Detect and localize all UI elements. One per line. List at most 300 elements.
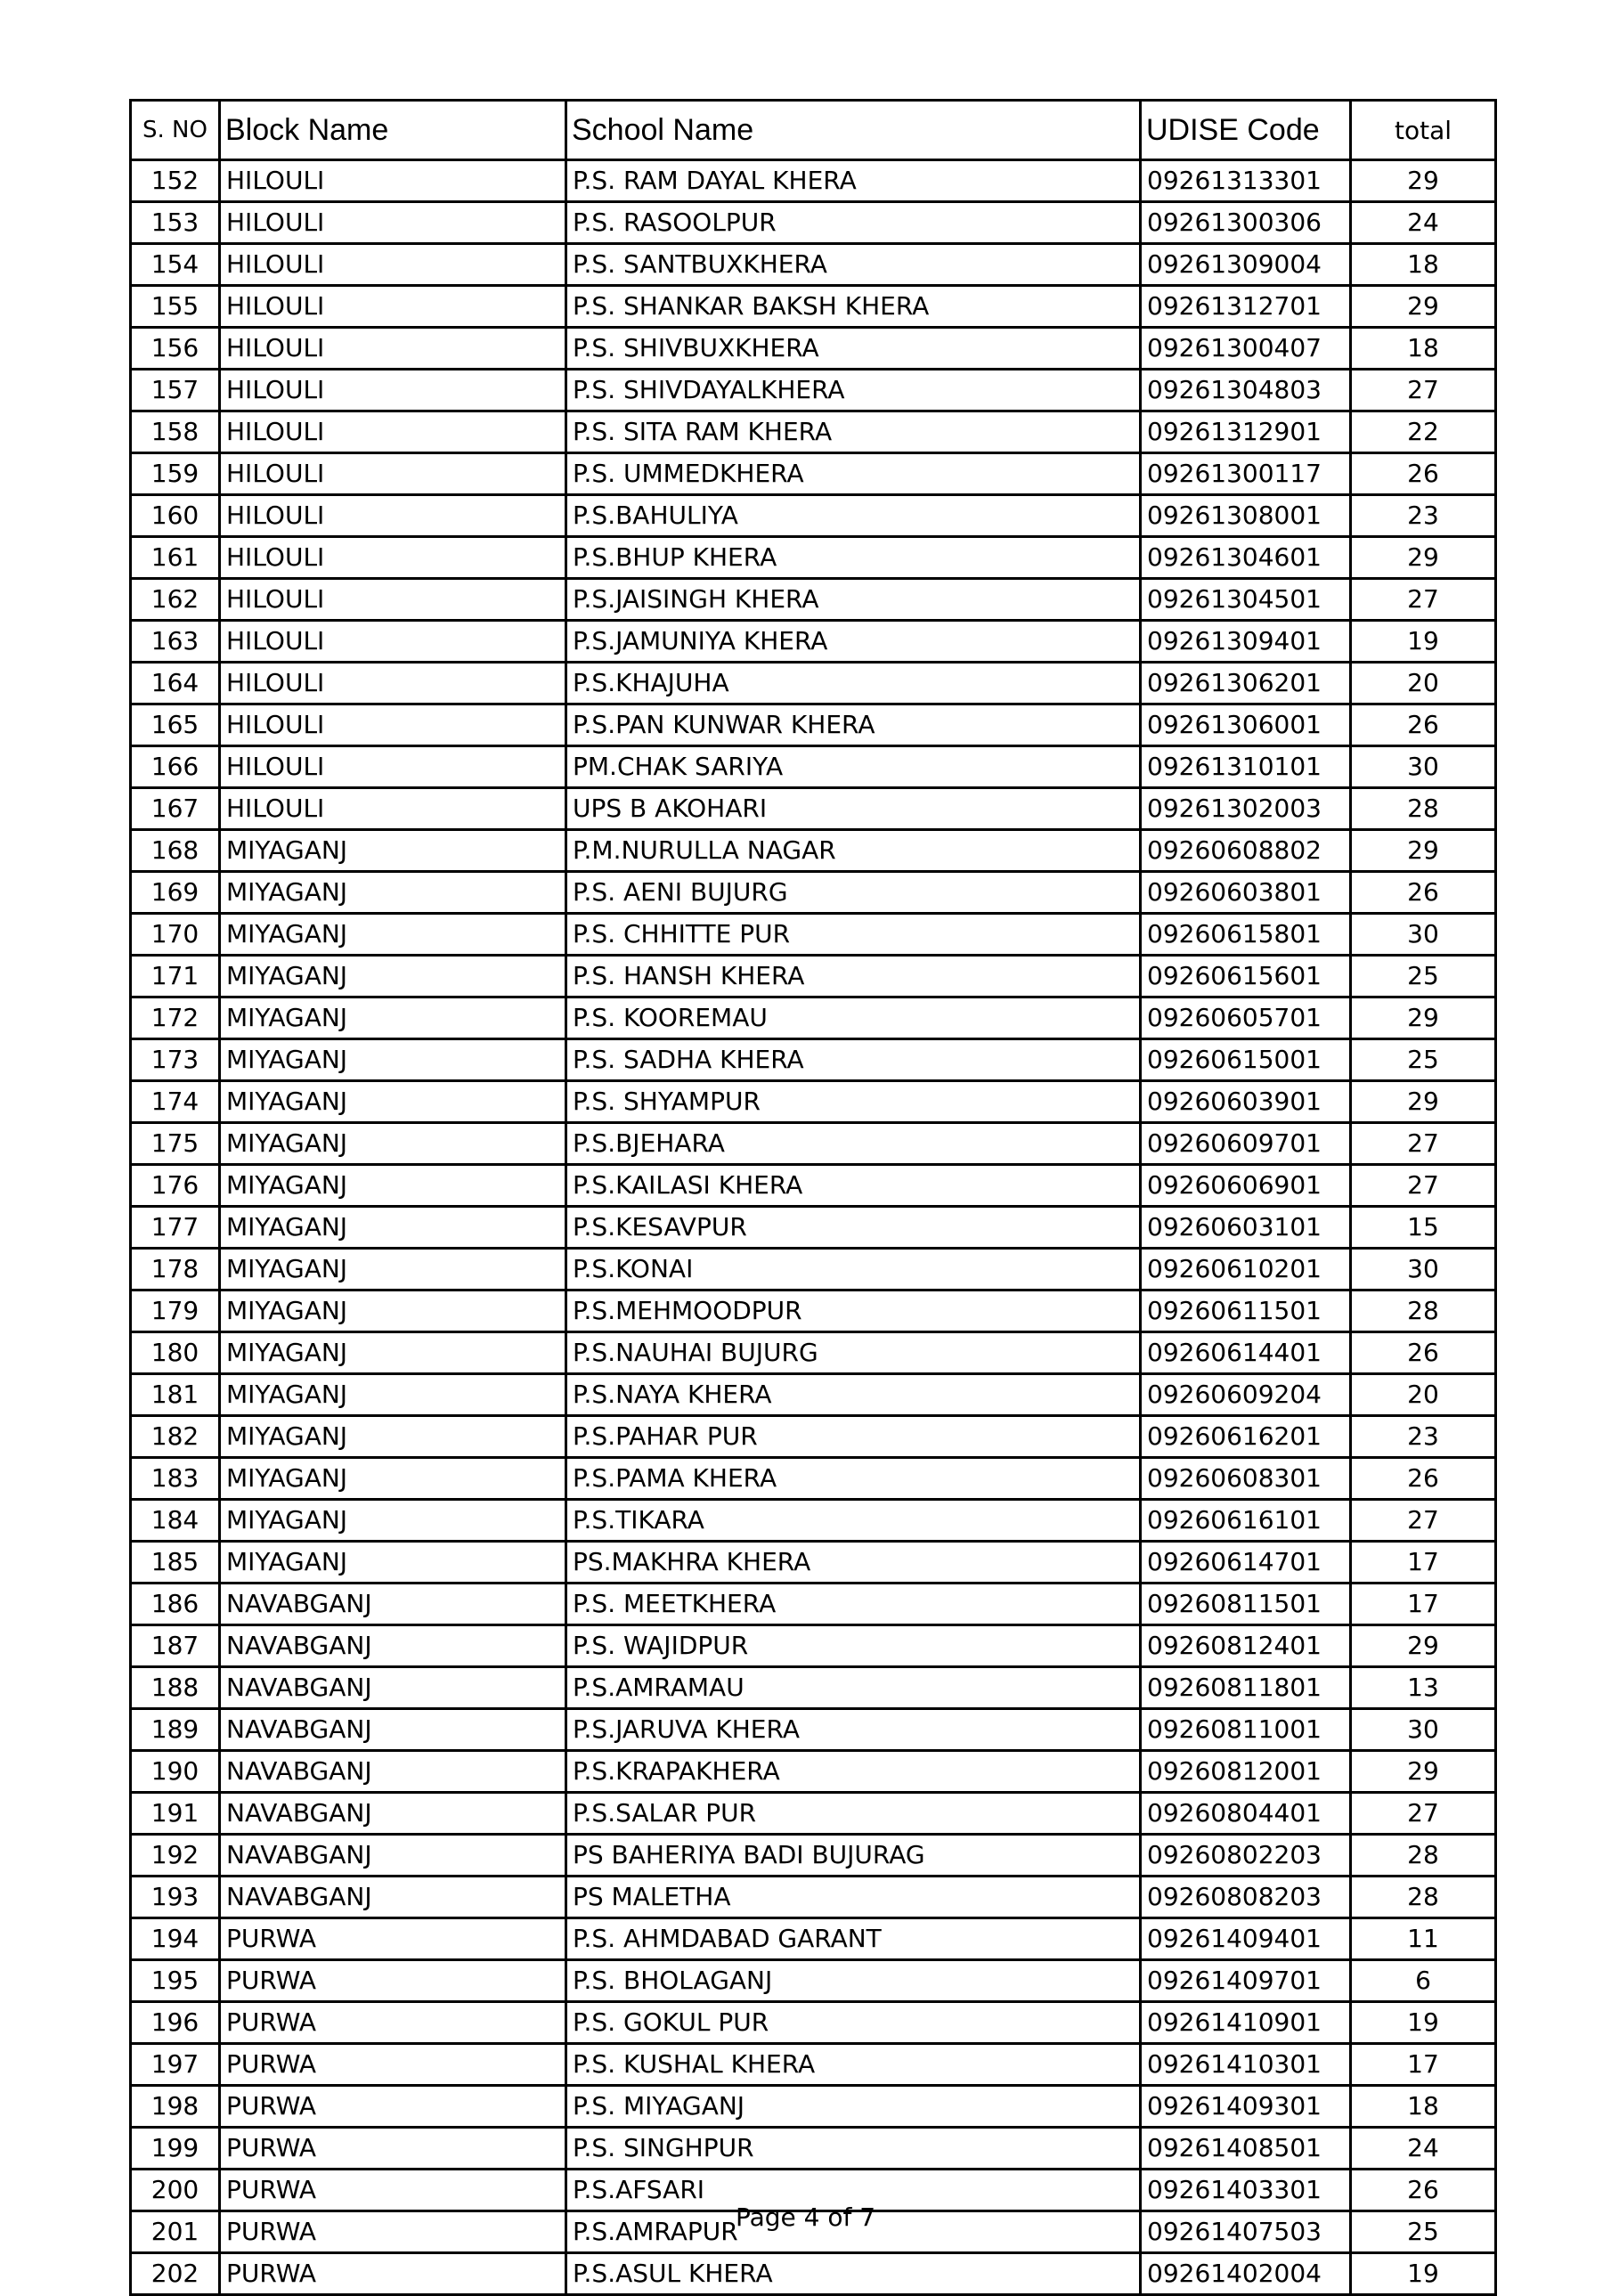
table-row: [131, 914, 1496, 956]
cell-total: 26: [1351, 872, 1496, 914]
cell-block-name: MIYAGANJ: [220, 1416, 566, 1458]
cell-udise-code: 09261409401: [1141, 1918, 1351, 1960]
cell-s-no: 164: [131, 663, 220, 704]
cell-school-name: PM.CHAK SARIYA: [566, 746, 1141, 788]
cell-block-name: HILOULI: [220, 663, 566, 704]
cell-s-no: 201: [131, 2211, 220, 2253]
cell-s-no: 192: [131, 1835, 220, 1877]
cell-udise-code: 09260610201: [1141, 1249, 1351, 1290]
cell-udise-code: 09261304601: [1141, 537, 1351, 579]
cell-udise-code: 09261306201: [1141, 663, 1351, 704]
cell-block-name: MIYAGANJ: [220, 1542, 566, 1584]
cell-total: 30: [1351, 1249, 1496, 1290]
table-row: [131, 202, 1496, 244]
cell-udise-code: 09261309004: [1141, 244, 1351, 286]
cell-udise-code: 09260615801: [1141, 914, 1351, 956]
cell-block-name: MIYAGANJ: [220, 1165, 566, 1207]
cell-s-no: 161: [131, 537, 220, 579]
cell-s-no: 154: [131, 244, 220, 286]
cell-block-name: NAVABGANJ: [220, 1584, 566, 1625]
cell-s-no: 176: [131, 1165, 220, 1207]
cell-block-name: PURWA: [220, 2002, 566, 2044]
cell-total: 27: [1351, 370, 1496, 411]
cell-udise-code: 09261309401: [1141, 621, 1351, 663]
cell-total: 25: [1351, 2211, 1496, 2253]
cell-block-name: PURWA: [220, 2128, 566, 2170]
cell-block-name: NAVABGANJ: [220, 1667, 566, 1709]
cell-total: 17: [1351, 1584, 1496, 1625]
cell-udise-code: 09260606901: [1141, 1165, 1351, 1207]
table-row: [131, 663, 1496, 704]
table-row: [131, 1500, 1496, 1542]
cell-udise-code: 09261313301: [1141, 160, 1351, 202]
cell-school-name: P.S. SHIVBUXKHERA: [566, 328, 1141, 370]
cell-udise-code: 09260808203: [1141, 1877, 1351, 1918]
table-row: [131, 579, 1496, 621]
cell-s-no: 189: [131, 1709, 220, 1751]
cell-udise-code: 09260811001: [1141, 1709, 1351, 1751]
cell-udise-code: 09260812401: [1141, 1625, 1351, 1667]
cell-school-name: P.S. UMMEDKHERA: [566, 453, 1141, 495]
cell-block-name: HILOULI: [220, 621, 566, 663]
cell-total: 26: [1351, 704, 1496, 746]
table-row: [131, 1625, 1496, 1667]
table-row: [131, 2086, 1496, 2128]
cell-block-name: HILOULI: [220, 788, 566, 830]
cell-block-name: HILOULI: [220, 453, 566, 495]
cell-block-name: NAVABGANJ: [220, 1751, 566, 1793]
cell-school-name: P.S. KUSHAL KHERA: [566, 2044, 1141, 2086]
table-row: [131, 830, 1496, 872]
cell-total: 19: [1351, 2253, 1496, 2295]
cell-school-name: P.S.TIKARA: [566, 1500, 1141, 1542]
table-row: [131, 1751, 1496, 1793]
cell-s-no: 193: [131, 1877, 220, 1918]
cell-s-no: 166: [131, 746, 220, 788]
cell-udise-code: 09261302003: [1141, 788, 1351, 830]
cell-school-name: P.S. SINGHPUR: [566, 2128, 1141, 2170]
cell-total: 28: [1351, 1877, 1496, 1918]
cell-udise-code: 09261408501: [1141, 2128, 1351, 2170]
cell-udise-code: 09260614701: [1141, 1542, 1351, 1584]
cell-school-name: P.S. HANSH KHERA: [566, 956, 1141, 997]
cell-total: 17: [1351, 2044, 1496, 2086]
cell-block-name: PURWA: [220, 1918, 566, 1960]
cell-udise-code: 09261304803: [1141, 370, 1351, 411]
cell-s-no: 160: [131, 495, 220, 537]
cell-school-name: P.S. SHANKAR BAKSH KHERA: [566, 286, 1141, 328]
cell-school-name: P.S.BJEHARA: [566, 1123, 1141, 1165]
cell-udise-code: 09261300306: [1141, 202, 1351, 244]
cell-block-name: PURWA: [220, 1960, 566, 2002]
cell-s-no: 179: [131, 1290, 220, 1332]
cell-school-name: P.S. AHMDABAD GARANT: [566, 1918, 1141, 1960]
cell-s-no: 186: [131, 1584, 220, 1625]
cell-block-name: MIYAGANJ: [220, 1290, 566, 1332]
table-row: [131, 1081, 1496, 1123]
table-row: [131, 956, 1496, 997]
cell-udise-code: 09261312701: [1141, 286, 1351, 328]
table-row: [131, 788, 1496, 830]
cell-s-no: 173: [131, 1039, 220, 1081]
cell-s-no: 168: [131, 830, 220, 872]
cell-total: 24: [1351, 202, 1496, 244]
cell-block-name: MIYAGANJ: [220, 830, 566, 872]
cell-total: 15: [1351, 1207, 1496, 1249]
table-row: [131, 328, 1496, 370]
cell-s-no: 163: [131, 621, 220, 663]
cell-total: 26: [1351, 1332, 1496, 1374]
cell-block-name: HILOULI: [220, 328, 566, 370]
cell-s-no: 188: [131, 1667, 220, 1709]
cell-block-name: NAVABGANJ: [220, 1625, 566, 1667]
cell-udise-code: 09261310101: [1141, 746, 1351, 788]
cell-s-no: 183: [131, 1458, 220, 1500]
cell-total: 18: [1351, 2086, 1496, 2128]
cell-total: 27: [1351, 1165, 1496, 1207]
cell-school-name: P.S.AFSARI: [566, 2170, 1141, 2211]
cell-udise-code: 09260611501: [1141, 1290, 1351, 1332]
cell-school-name: P.S.SALAR PUR: [566, 1793, 1141, 1835]
cell-total: 27: [1351, 579, 1496, 621]
cell-s-no: 190: [131, 1751, 220, 1793]
cell-s-no: 171: [131, 956, 220, 997]
cell-school-name: P.M.NURULLA NAGAR: [566, 830, 1141, 872]
cell-s-no: 170: [131, 914, 220, 956]
cell-udise-code: 09260608301: [1141, 1458, 1351, 1500]
cell-udise-code: 09261306001: [1141, 704, 1351, 746]
cell-school-name: P.S. RASOOLPUR: [566, 202, 1141, 244]
cell-school-name: P.S. KOOREMAU: [566, 997, 1141, 1039]
cell-udise-code: 09261308001: [1141, 495, 1351, 537]
cell-udise-code: 09260603901: [1141, 1081, 1351, 1123]
cell-school-name: P.S.NAYA KHERA: [566, 1374, 1141, 1416]
page-number: Page 4 of 7: [735, 2202, 876, 2232]
table-row: [131, 1458, 1496, 1500]
table-row: [131, 453, 1496, 495]
cell-school-name: P.S. MIYAGANJ: [566, 2086, 1141, 2128]
cell-total: 29: [1351, 286, 1496, 328]
cell-total: 17: [1351, 1542, 1496, 1584]
cell-block-name: MIYAGANJ: [220, 1081, 566, 1123]
cell-udise-code: 09260616101: [1141, 1500, 1351, 1542]
cell-total: 22: [1351, 411, 1496, 453]
table-row: [131, 537, 1496, 579]
cell-total: 30: [1351, 914, 1496, 956]
cell-total: 26: [1351, 2170, 1496, 2211]
cell-udise-code: 09260804401: [1141, 1793, 1351, 1835]
table-row: [131, 1793, 1496, 1835]
cell-block-name: HILOULI: [220, 202, 566, 244]
table-row: [131, 2253, 1496, 2295]
cell-total: 23: [1351, 495, 1496, 537]
cell-school-name: P.S. AENI BUJURG: [566, 872, 1141, 914]
cell-udise-code: 09261300407: [1141, 328, 1351, 370]
cell-total: 18: [1351, 244, 1496, 286]
cell-total: 11: [1351, 1918, 1496, 1960]
cell-s-no: 200: [131, 2170, 220, 2211]
cell-udise-code: 09260811801: [1141, 1667, 1351, 1709]
cell-total: 27: [1351, 1500, 1496, 1542]
cell-total: 29: [1351, 1751, 1496, 1793]
cell-block-name: NAVABGANJ: [220, 1835, 566, 1877]
cell-block-name: HILOULI: [220, 160, 566, 202]
cell-block-name: HILOULI: [220, 579, 566, 621]
cell-s-no: 187: [131, 1625, 220, 1667]
cell-school-name: P.S. SHIVDAYALKHERA: [566, 370, 1141, 411]
cell-udise-code: 09260605701: [1141, 997, 1351, 1039]
cell-school-name: P.S.PAN KUNWAR KHERA: [566, 704, 1141, 746]
header-row: [131, 101, 1496, 160]
cell-block-name: MIYAGANJ: [220, 956, 566, 997]
cell-school-name: P.S.AMRAMAU: [566, 1667, 1141, 1709]
cell-udise-code: 09260614401: [1141, 1332, 1351, 1374]
cell-udise-code: 09260603801: [1141, 872, 1351, 914]
cell-school-name: P.S.PAMA KHERA: [566, 1458, 1141, 1500]
table-row: [131, 160, 1496, 202]
cell-s-no: 197: [131, 2044, 220, 2086]
table-row: [131, 1416, 1496, 1458]
cell-total: 19: [1351, 2002, 1496, 2044]
cell-block-name: MIYAGANJ: [220, 1039, 566, 1081]
cell-udise-code: 09260608802: [1141, 830, 1351, 872]
cell-block-name: NAVABGANJ: [220, 1709, 566, 1751]
cell-total: 24: [1351, 2128, 1496, 2170]
cell-block-name: MIYAGANJ: [220, 1332, 566, 1374]
cell-s-no: 153: [131, 202, 220, 244]
cell-total: 30: [1351, 1709, 1496, 1751]
cell-s-no: 196: [131, 2002, 220, 2044]
cell-udise-code: 09261403301: [1141, 2170, 1351, 2211]
cell-udise-code: 09261304501: [1141, 579, 1351, 621]
cell-school-name: P.S. SITA RAM KHERA: [566, 411, 1141, 453]
cell-s-no: 158: [131, 411, 220, 453]
table-row: [131, 704, 1496, 746]
cell-school-name: P.S.KAILASI KHERA: [566, 1165, 1141, 1207]
cell-s-no: 194: [131, 1918, 220, 1960]
cell-total: 28: [1351, 788, 1496, 830]
cell-total: 6: [1351, 1960, 1496, 2002]
table-row: [131, 872, 1496, 914]
cell-total: 27: [1351, 1793, 1496, 1835]
cell-s-no: 185: [131, 1542, 220, 1584]
cell-block-name: NAVABGANJ: [220, 1793, 566, 1835]
cell-block-name: MIYAGANJ: [220, 914, 566, 956]
cell-total: 25: [1351, 956, 1496, 997]
cell-udise-code: 09260609701: [1141, 1123, 1351, 1165]
cell-s-no: 177: [131, 1207, 220, 1249]
cell-s-no: 199: [131, 2128, 220, 2170]
cell-block-name: MIYAGANJ: [220, 1458, 566, 1500]
cell-school-name: P.S.ASUL KHERA: [566, 2253, 1141, 2295]
cell-school-name: P.S.KONAI: [566, 1249, 1141, 1290]
table-row: [131, 621, 1496, 663]
cell-total: 30: [1351, 746, 1496, 788]
cell-school-name: P.S. GOKUL PUR: [566, 2002, 1141, 2044]
cell-s-no: 191: [131, 1793, 220, 1835]
cell-school-name: PS MALETHA: [566, 1877, 1141, 1918]
cell-s-no: 169: [131, 872, 220, 914]
cell-total: 27: [1351, 1123, 1496, 1165]
cell-school-name: P.S.NAUHAI BUJURG: [566, 1332, 1141, 1374]
table-row: [131, 1123, 1496, 1165]
cell-total: 29: [1351, 537, 1496, 579]
cell-s-no: 159: [131, 453, 220, 495]
cell-s-no: 184: [131, 1500, 220, 1542]
cell-total: 29: [1351, 160, 1496, 202]
cell-s-no: 181: [131, 1374, 220, 1416]
cell-s-no: 167: [131, 788, 220, 830]
column-header-school-name: School Name: [566, 101, 1141, 160]
cell-block-name: PURWA: [220, 2253, 566, 2295]
table-row: [131, 1877, 1496, 1918]
school-table: [129, 99, 1497, 2296]
cell-school-name: P.S. BHOLAGANJ: [566, 1960, 1141, 2002]
cell-school-name: P.S. CHHITTE PUR: [566, 914, 1141, 956]
table-row: [131, 495, 1496, 537]
table-row: [131, 1207, 1496, 1249]
cell-udise-code: 09261407503: [1141, 2211, 1351, 2253]
cell-udise-code: 09260609204: [1141, 1374, 1351, 1416]
cell-udise-code: 09261410301: [1141, 2044, 1351, 2086]
cell-udise-code: 09261300117: [1141, 453, 1351, 495]
cell-udise-code: 09261402004: [1141, 2253, 1351, 2295]
cell-s-no: 162: [131, 579, 220, 621]
cell-school-name: PS BAHERIYA BADI BUJURAG: [566, 1835, 1141, 1877]
cell-udise-code: 09260616201: [1141, 1416, 1351, 1458]
cell-s-no: 174: [131, 1081, 220, 1123]
column-header-udise-code: UDISE Code: [1141, 101, 1351, 160]
cell-total: 29: [1351, 830, 1496, 872]
cell-school-name: P.S.KESAVPUR: [566, 1207, 1141, 1249]
cell-block-name: MIYAGANJ: [220, 872, 566, 914]
cell-block-name: HILOULI: [220, 411, 566, 453]
cell-s-no: 175: [131, 1123, 220, 1165]
cell-block-name: HILOULI: [220, 704, 566, 746]
table-row: [131, 244, 1496, 286]
cell-block-name: MIYAGANJ: [220, 1500, 566, 1542]
cell-udise-code: 09261312901: [1141, 411, 1351, 453]
cell-block-name: MIYAGANJ: [220, 1249, 566, 1290]
cell-block-name: HILOULI: [220, 495, 566, 537]
table-row: [131, 286, 1496, 328]
table-row: [131, 411, 1496, 453]
cell-school-name: P.S.MEHMOODPUR: [566, 1290, 1141, 1332]
cell-total: 18: [1351, 328, 1496, 370]
cell-s-no: 198: [131, 2086, 220, 2128]
table-row: [131, 1667, 1496, 1709]
cell-school-name: P.S. WAJIDPUR: [566, 1625, 1141, 1667]
cell-school-name: P.S. SANTBUXKHERA: [566, 244, 1141, 286]
table-row: [131, 1374, 1496, 1416]
cell-school-name: P.S. SHYAMPUR: [566, 1081, 1141, 1123]
cell-school-name: P.S.AMRAPUR: [566, 2211, 1141, 2253]
cell-block-name: HILOULI: [220, 746, 566, 788]
cell-school-name: PS.MAKHRA KHERA: [566, 1542, 1141, 1584]
cell-s-no: 156: [131, 328, 220, 370]
cell-udise-code: 09260812001: [1141, 1751, 1351, 1793]
cell-block-name: MIYAGANJ: [220, 997, 566, 1039]
column-header-total: total: [1351, 101, 1496, 160]
cell-udise-code: 09260802203: [1141, 1835, 1351, 1877]
table-row: [131, 2002, 1496, 2044]
table-row: [131, 1918, 1496, 1960]
table-row: [131, 1709, 1496, 1751]
cell-block-name: NAVABGANJ: [220, 1877, 566, 1918]
cell-total: 13: [1351, 1667, 1496, 1709]
cell-block-name: MIYAGANJ: [220, 1207, 566, 1249]
cell-total: 28: [1351, 1835, 1496, 1877]
table-row: [131, 1835, 1496, 1877]
cell-total: 20: [1351, 1374, 1496, 1416]
cell-s-no: 182: [131, 1416, 220, 1458]
cell-block-name: PURWA: [220, 2086, 566, 2128]
table-row: [131, 1584, 1496, 1625]
cell-total: 28: [1351, 1290, 1496, 1332]
cell-school-name: P.S.BHUP KHERA: [566, 537, 1141, 579]
column-header-block-name: Block Name: [220, 101, 566, 160]
cell-school-name: P.S.JAMUNIYA KHERA: [566, 621, 1141, 663]
table-row: [131, 1249, 1496, 1290]
cell-block-name: MIYAGANJ: [220, 1374, 566, 1416]
cell-total: 26: [1351, 1458, 1496, 1500]
cell-block-name: PURWA: [220, 2044, 566, 2086]
cell-school-name: UPS B AKOHARI: [566, 788, 1141, 830]
cell-school-name: P.S.KRAPAKHERA: [566, 1751, 1141, 1793]
cell-udise-code: 09261409301: [1141, 2086, 1351, 2128]
cell-udise-code: 09260811501: [1141, 1584, 1351, 1625]
cell-school-name: P.S.BAHULIYA: [566, 495, 1141, 537]
table-body: [131, 160, 1496, 2295]
cell-s-no: 172: [131, 997, 220, 1039]
cell-udise-code: 09261410901: [1141, 2002, 1351, 2044]
cell-s-no: 157: [131, 370, 220, 411]
cell-total: 29: [1351, 1625, 1496, 1667]
cell-school-name: P.S.JARUVA KHERA: [566, 1709, 1141, 1751]
cell-block-name: HILOULI: [220, 244, 566, 286]
cell-s-no: 155: [131, 286, 220, 328]
cell-s-no: 180: [131, 1332, 220, 1374]
cell-school-name: P.S. MEETKHERA: [566, 1584, 1141, 1625]
cell-block-name: PURWA: [220, 2211, 566, 2253]
cell-block-name: PURWA: [220, 2170, 566, 2211]
cell-total: 20: [1351, 663, 1496, 704]
cell-school-name: P.S. RAM DAYAL KHERA: [566, 160, 1141, 202]
cell-udise-code: 09260615001: [1141, 1039, 1351, 1081]
school-table-page: [129, 99, 1494, 2296]
table-row: [131, 2128, 1496, 2170]
table-row: [131, 746, 1496, 788]
cell-s-no: 178: [131, 1249, 220, 1290]
cell-total: 29: [1351, 997, 1496, 1039]
cell-s-no: 195: [131, 1960, 220, 2002]
cell-school-name: P.S.PAHAR PUR: [566, 1416, 1141, 1458]
table-row: [131, 2044, 1496, 2086]
table-row: [131, 1332, 1496, 1374]
cell-block-name: HILOULI: [220, 370, 566, 411]
cell-block-name: HILOULI: [220, 286, 566, 328]
table-row: [131, 1542, 1496, 1584]
cell-block-name: MIYAGANJ: [220, 1123, 566, 1165]
table-row: [131, 1290, 1496, 1332]
cell-total: 25: [1351, 1039, 1496, 1081]
table-row: [131, 1960, 1496, 2002]
cell-s-no: 152: [131, 160, 220, 202]
cell-udise-code: 09260603101: [1141, 1207, 1351, 1249]
cell-s-no: 165: [131, 704, 220, 746]
cell-school-name: P.S. SADHA KHERA: [566, 1039, 1141, 1081]
cell-school-name: P.S.JAISINGH KHERA: [566, 579, 1141, 621]
